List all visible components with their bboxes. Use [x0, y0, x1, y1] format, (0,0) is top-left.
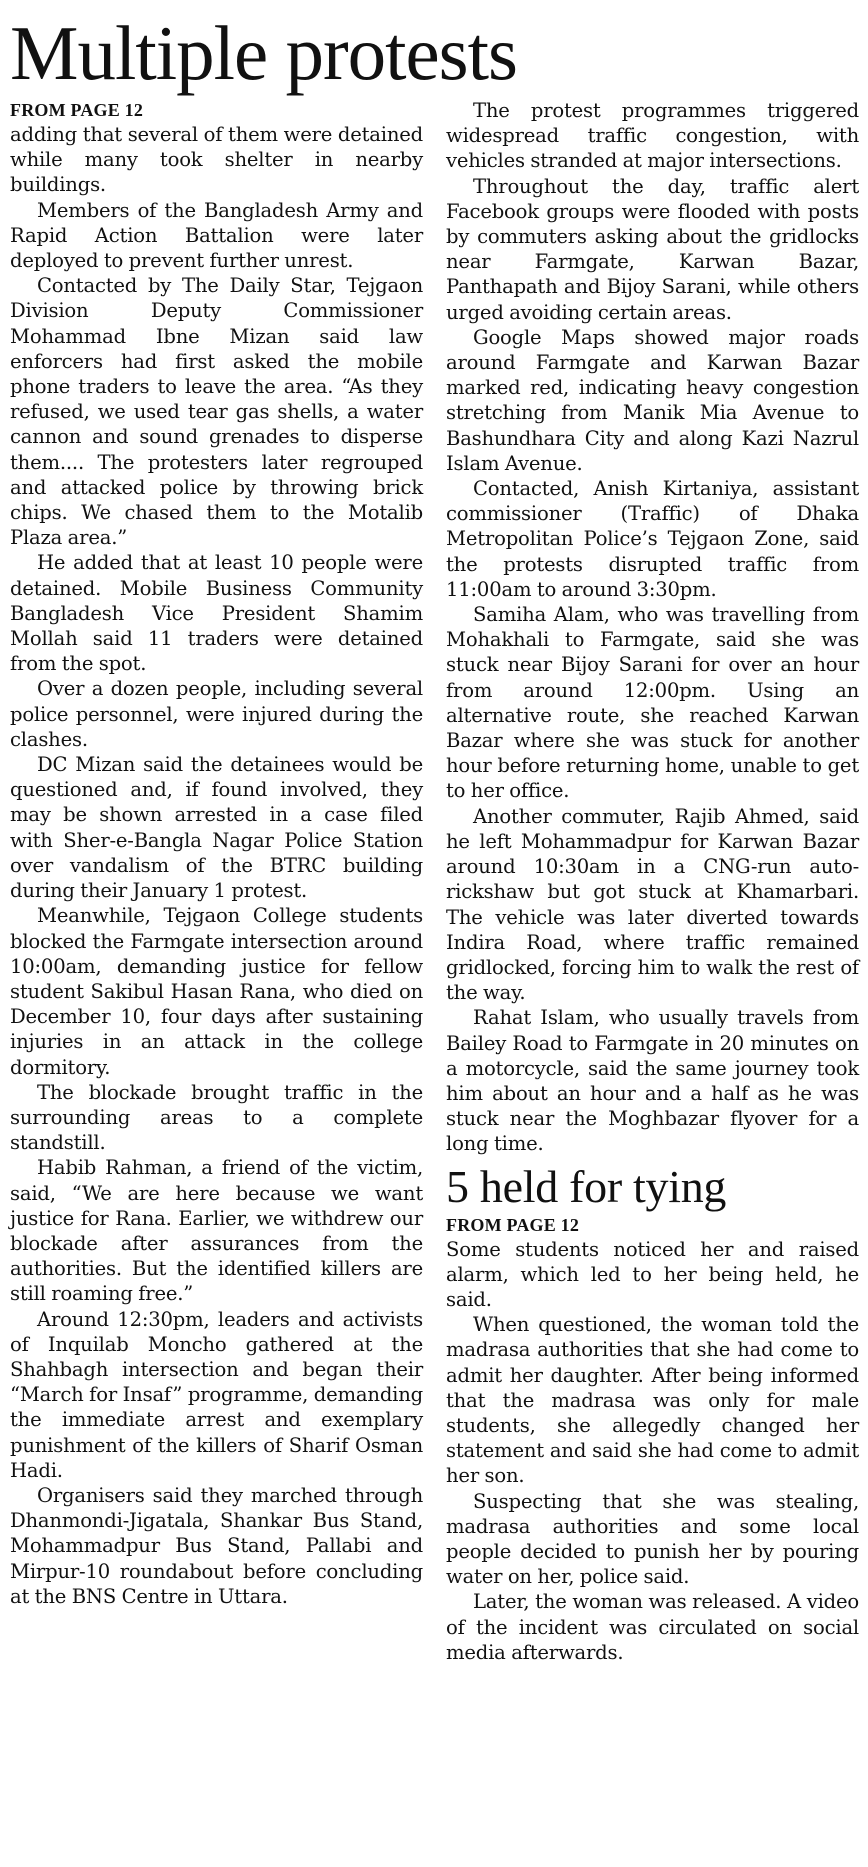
article-paragraph: The blockade brought traffic in the surrounding areas to a complete standstill.: [10, 1080, 423, 1155]
article-paragraph: Throughout the day, traffic alert Facebook groups were flooded with posts by commuters asking about the gridlocks near Farmgate, Karwan Bazar, Panthapath and Bijoy Sarani, while others urged avoiding certain areas.: [446, 174, 859, 324]
article-paragraph: When questioned, the woman told the madrasa authorities that she had come to admit her daughter. After being informed that the madrasa was only for male students, she allegedly changed her statement and said she had come to admit her son.: [446, 1313, 859, 1488]
article-paragraph: He added that at least 10 people were detained. Mobile Business Community Bangladesh Vice President Shamim Mollah said 11 traders were detained from the spot.: [10, 551, 423, 676]
article-paragraph: Some students noticed her and raised alarm, which led to her being held, he said.: [446, 1237, 859, 1311]
article-paragraph: Around 12:30pm, leaders and activists of Inquilab Moncho gathered at the Shahbagh intersection and began their “March for Insaf” programme, demanding the immediate arrest and exemplary punishment of the killers of Sharif Osman Hadi.: [10, 1307, 423, 1482]
article-column-right: [446, 98, 859, 1665]
article-paragraph: adding that several of them were detained while many took shelter in nearby buildings.: [10, 123, 423, 197]
jump-line: FROM PAGE 12: [10, 100, 144, 120]
article-paragraph: Members of the Bangladesh Army and Rapid Action Battalion were later deployed to prevent further unrest.: [10, 198, 423, 273]
article-paragraph: Organisers said they marched through Dhanmondi-Jigatala, Shankar Bus Stand, Mohammadpur Bus Stand, Pallabi and Mirpur-10 roundabout before concluding at the BNS Centre in Uttara.: [10, 1483, 423, 1608]
article-paragraph: Contacted, Anish Kirtaniya, assistant commissioner (Traffic) of Dhaka Metropolitan Police’s Tejgaon Zone, said the protests disrupted traffic from 11:00am to around 3:30pm.: [446, 477, 859, 601]
article-paragraph: Samiha Alam, who was travelling from Mohakhali to Farmgate, said she was stuck near Bijoy Sarani for over an hour from around 12:00pm. Using an alternative route, she reached Karwan Bazar where she was stuck for another hour before returning home, unable to get to her office.: [446, 603, 859, 803]
second-jump-line: FROM PAGE 12: [446, 1214, 580, 1235]
article-paragraph: Contacted by The Daily Star, Tejgaon Division Deputy Commissioner Mohammad Ibne Mizan said law enforcers had first asked the mobile phone traders to leave the area. “As they refused, we used tear gas shells, a water cannon and sound grenades to disperse them.... The protesters later regrouped and attacked police by throwing brick chips. We chased them to the Motalib Plaza area.”: [10, 274, 423, 550]
article-paragraph: Habib Rahman, a friend of the victim, said, “We are here because we want justice for Rana. Earlier, we withdrew our blockade after assurances from the authorities. But the identified killers are still roaming free.”: [10, 1156, 423, 1306]
article-paragraph: Google Maps showed major roads around Farmgate and Karwan Bazar marked red, indicating heavy congestion stretching from Manik Mia Avenue to Bashundhara City and along Kazi Nazrul Islam Avenue.: [446, 325, 859, 475]
article-paragraph: Over a dozen people, including several police personnel, were injured during the clashes.: [10, 677, 423, 751]
article-paragraph: Another commuter, Rajib Ahmed, said he left Mohammadpur for Karwan Bazar around 10:30am in a CNG-run auto-rickshaw but got stuck at Khamarbari. The vehicle was later diverted towards Indira Road, where traffic remained gridlocked, forcing him to walk the rest of the way.: [446, 804, 859, 1005]
article-headline: Multiple protests: [10, 10, 517, 96]
article-paragraph: Meanwhile, Tejgaon College students blocked the Farmgate intersection around 10:00am, demanding justice for fellow student Sakibul Hasan Rana, who died on December 10, four days after sustaining injuries in an attack in the college dormitory.: [10, 904, 423, 1079]
article-column-left: [10, 98, 423, 1609]
second-article-headline: 5 held for tying: [446, 1160, 727, 1212]
article-paragraph: DC Mizan said the detainees would be questioned and, if found involved, they may be shown arrested in a case filed with Sher-e-Bangla Nagar Police Station over vandalism of the BTRC building during their January 1 protest.: [10, 753, 423, 903]
article-paragraph: Rahat Islam, who usually travels from Bailey Road to Farmgate in 20 minutes on a motorcycle, said the same journey took him about an hour and a half as he was stuck near the Moghbazar flyover for a long time.: [446, 1006, 859, 1156]
article-paragraph: The protest programmes triggered widespread traffic congestion, with vehicles stranded at major intersections.: [446, 99, 859, 173]
article-paragraph: Suspecting that she was stealing, madrasa authorities and some local people decided to punish her by pouring water on her, police said.: [446, 1489, 859, 1589]
article-paragraph: Later, the woman was released. A video of the incident was circulated on social media afterwards.: [446, 1590, 859, 1664]
